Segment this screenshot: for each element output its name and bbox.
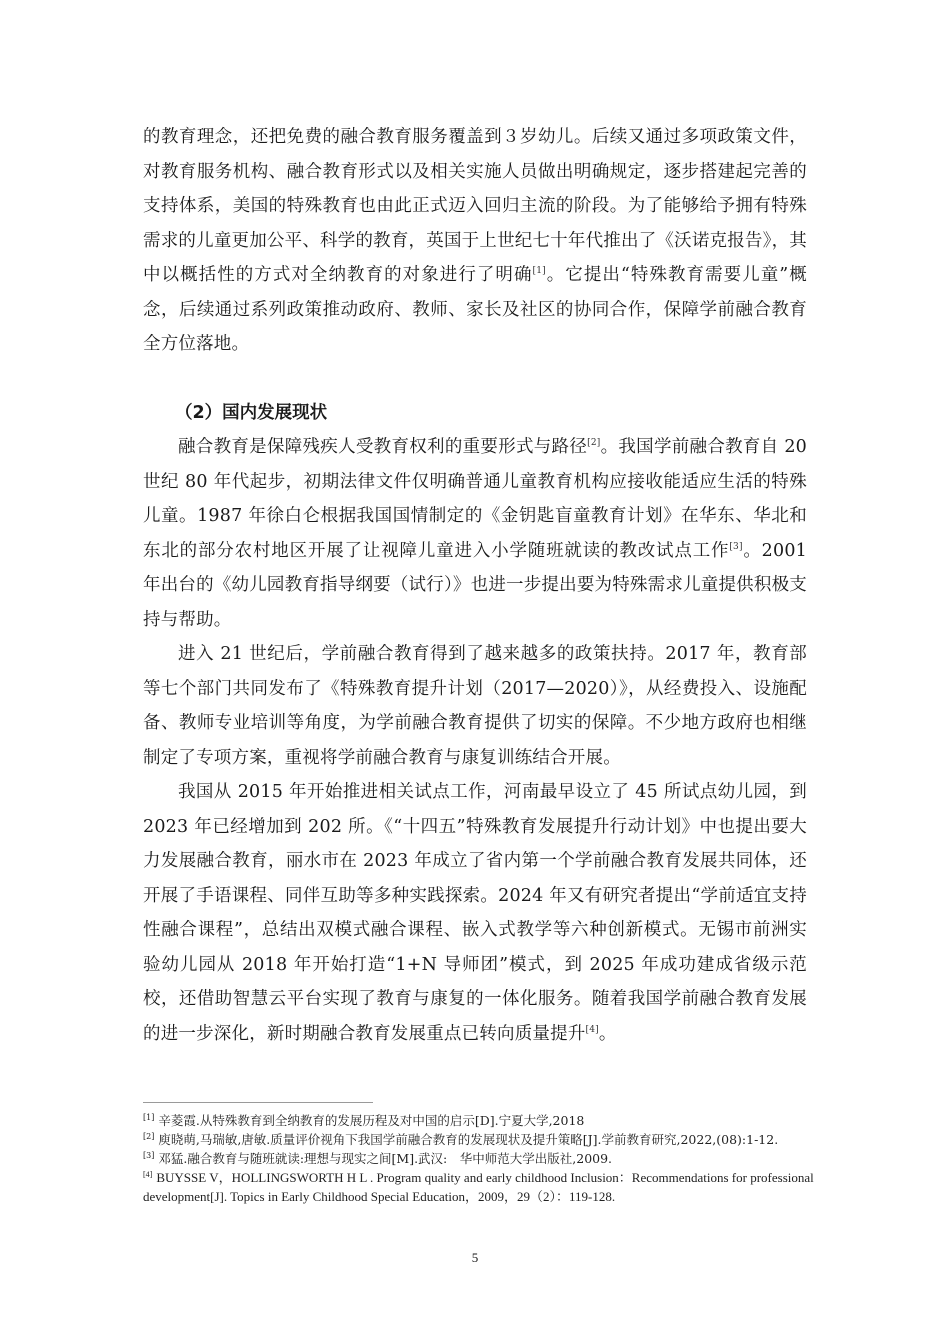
footnote-mark: [2] [143, 1131, 155, 1141]
footnote-text: 邓猛.融合教育与随班就读:理想与现实之间[M].武汉: 华中师范大学出版社,2009. [158, 1151, 613, 1166]
paragraph-continuation [143, 120, 807, 362]
paragraph [143, 775, 807, 1051]
paragraph-text: 。 [598, 1023, 617, 1044]
paragraph [143, 430, 807, 637]
footnote-text: 庾晓萌,马瑞敏,唐敏.质量评价视角下我国学前融合教育的发展现状及提升策略[J].学前教育研究,2022,(08):1-12. [158, 1132, 779, 1147]
paragraph-text: 融合教育是保障残疾人受教育权利的重要形式与路径 [178, 437, 588, 457]
citation-ref-1[interactable]: [1] [532, 266, 546, 277]
paragraph-text: 。我国学前融合教育自 20 世纪 80 年代起步，初期法律文件仅明确普通儿童教育机构应接收能适应生活的特殊儿童。1987 年徐白仑根据我国国情制定的《金钥匙盲童教育计划》在华东、华北和东北的部分农村地区开展了让视障儿童进入小学随班就读的教改试点工作 [143, 437, 807, 561]
page-number: 5 [471, 1250, 479, 1265]
footnote-2 [143, 1130, 815, 1149]
paragraph-text: 我国从 2015 年开始推进相关试点工作，河南最早设立了 45 所试点幼儿园，到 2023 年已经增加到 202 所。《“十四五”特殊教育发展提升行动计划》中也提出要大力发展融合教育，丽水市在 2023 年成立了省内第一个学前融合教育发展共同体，还开展了手语课程、同伴互助等多种实践探索。2024 年又有研究者提出“学前适宜支持性融合课程”，总结出双模式融合课程、嵌入式教学等六种创新模式。无锡市前洲实验幼儿园从 2018 年开始打造“1+N 导师团”模式，到 2025 年成功建成省级示范校，还借助智慧云平台实现了教育与康复的一体化服务。随着我国学前融合教育发展的进一步深化，新时期融合教育发展重点已转向质量提升 [143, 782, 807, 1044]
citation-ref-4[interactable]: [4] [585, 1024, 599, 1035]
footnote-divider [143, 1102, 373, 1103]
paragraph: 进入 21 世纪后，学前融合教育得到了越来越多的政策扶持。2017 年，教育部等七个部门共同发布了《特殊教育提升计划（2017—2020）》，从经费投入、设施配备、教师专业培训等角度，为学前融合教育提供了切实的保障。不少地方政府也相继制定了专项方案，重视将学前融合教育与康复训练结合开展。 [143, 644, 807, 768]
body-text [143, 120, 807, 1051]
footnote-text: BUYSSE V，HOLLINGSWORTH H L . Program quality and early childhood Inclusion：Recommendations for professional development[J]. Topics in Early Childhood Special Education，2009，29（2）：119-128. [143, 1170, 814, 1204]
footnote-3 [143, 1149, 815, 1168]
paragraph-text: 。它提出“特殊教育需要儿童”概念，后续通过系列政策推动政府、教师、家长及社区的协同合作，保障学前融合教育全方位落地。 [143, 265, 807, 354]
section-heading: （2）国内发展现状 [175, 402, 328, 423]
paragraph-text: 的教育理念，还把免费的融合教育服务覆盖到３岁幼儿。后续又通过多项政策文件，对教育服务机构、融合教育形式以及相关实施人员做出明确规定，逐步搭建起完善的支持体系，美国的特殊教育也由此正式迈入回归主流的阶段。为了能够给予拥有特殊需求的儿童更加公平、科学的教育，英国于上世纪七十年代推出了《沃诺克报告》，其中以概括性的方式对全纳教育的对象进行了明确 [143, 127, 807, 285]
footnote-mark: [4] [143, 1169, 153, 1179]
footnote-mark: [3] [143, 1150, 155, 1160]
paragraph-text: 。2001 年出台的《幼儿园教育指导纲要（试行）》也进一步提出要为特殊需求儿童提供积极支持与帮助。 [143, 540, 807, 630]
footnote-text: 辛菱霞.从特殊教育到全纳教育的发展历程及对中国的启示[D].宁夏大学,2018 [158, 1113, 585, 1128]
citation-ref-2[interactable]: [2] [587, 438, 601, 449]
footnotes [143, 1102, 815, 1206]
footnote-mark: [1] [143, 1112, 155, 1122]
citation-ref-3[interactable]: [3] [729, 541, 743, 552]
footnote-1 [143, 1111, 815, 1130]
footnote-4 [143, 1168, 815, 1206]
